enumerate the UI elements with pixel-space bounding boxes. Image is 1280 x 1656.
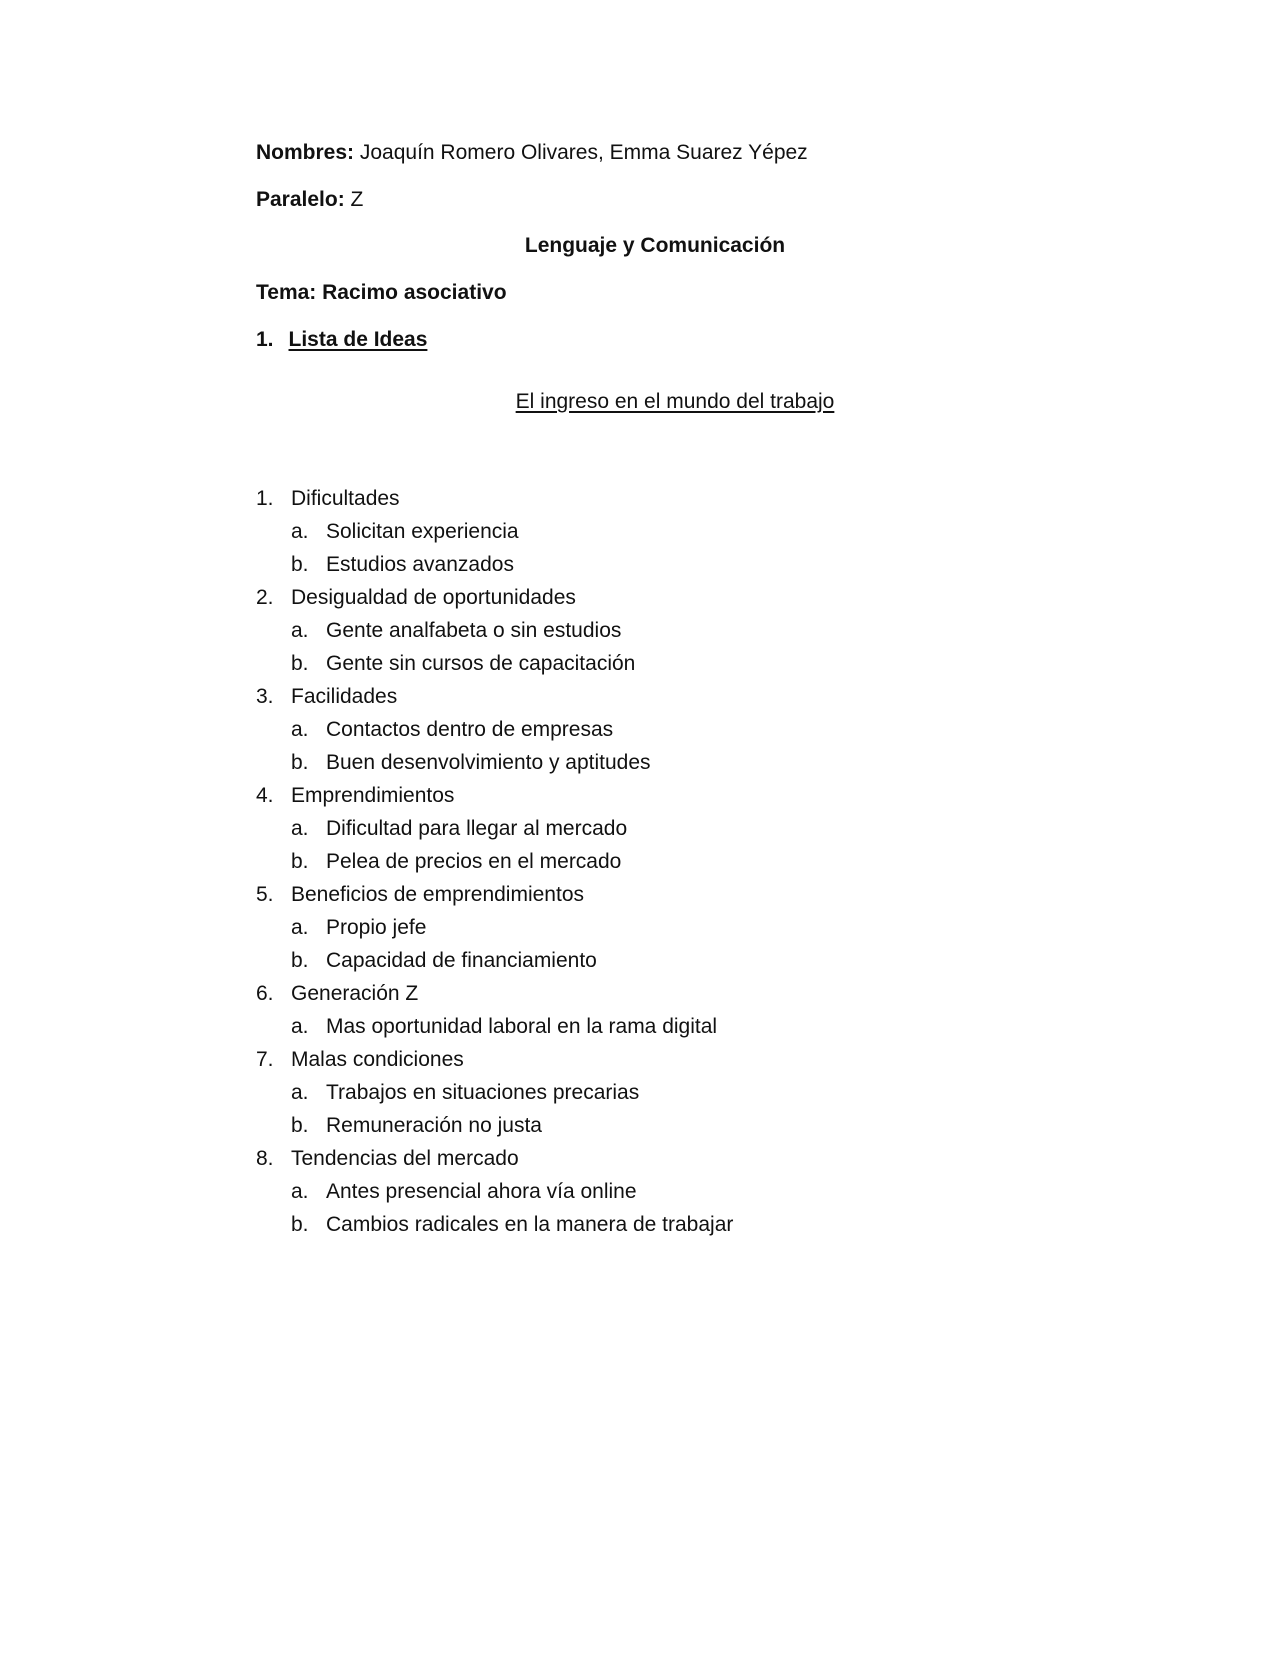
sub-list-item-text: Cambios radicales en la manera de trabajar xyxy=(326,1213,734,1236)
sub-list-item-letter: b. xyxy=(291,1114,309,1137)
sub-list-item-text: Mas oportunidad laboral en la rama digital xyxy=(326,1015,718,1038)
nombres-value: Joaquín Romero Olivares, Emma Suarez Yépez xyxy=(354,141,808,164)
list-item-number: 6. xyxy=(256,982,274,1005)
sub-list-item-letter: a. xyxy=(291,817,309,840)
list-item xyxy=(256,1043,1156,1076)
list-item-text: Emprendimientos xyxy=(291,784,455,807)
list-item xyxy=(256,1142,1156,1175)
sub-list-item-text: Antes presencial ahora vía online xyxy=(326,1180,637,1203)
sub-list-item-letter: b. xyxy=(291,949,309,972)
document-subtitle xyxy=(0,389,1280,415)
sub-list-item xyxy=(256,1109,1156,1142)
sub-list-item-text: Remuneración no justa xyxy=(326,1114,542,1137)
list-item-text: Facilidades xyxy=(291,685,398,708)
sub-list-item-letter: a. xyxy=(291,916,309,939)
sub-list-item xyxy=(256,944,1156,977)
sub-list-item xyxy=(256,1175,1156,1208)
idea-list xyxy=(256,482,1156,1241)
sub-list-item-text: Capacidad de financiamiento xyxy=(326,949,597,972)
sub-list-item-text: Pelea de precios en el mercado xyxy=(326,850,622,873)
sub-list-item-letter: b. xyxy=(291,1213,309,1236)
sub-list-item-text: Dificultad para llegar al mercado xyxy=(326,817,628,840)
list-item xyxy=(256,581,1156,614)
sub-list-item-text: Gente sin cursos de capacitación xyxy=(326,652,636,675)
sub-list-item xyxy=(256,845,1156,878)
sub-list-item-text: Solicitan experiencia xyxy=(326,520,519,543)
sub-list-item-letter: b. xyxy=(291,652,309,675)
sub-list-item-letter: a. xyxy=(291,1081,309,1104)
paralelo-label: Paralelo: xyxy=(256,188,345,211)
sub-list-item xyxy=(256,812,1156,845)
sub-list-item-letter: b. xyxy=(291,850,309,873)
sub-list-item xyxy=(256,746,1156,779)
paralelo-line xyxy=(256,187,363,213)
sub-list-item-letter: a. xyxy=(291,718,309,741)
sub-list-item xyxy=(256,614,1156,647)
list-item-text: Beneficios de emprendimientos xyxy=(291,883,584,906)
sub-list-item-letter: b. xyxy=(291,751,309,774)
sub-list-item-letter: a. xyxy=(291,520,309,543)
list-item xyxy=(256,482,1156,515)
sub-list-item xyxy=(256,1208,1156,1241)
section-title: Lista de Ideas xyxy=(288,328,428,351)
list-item xyxy=(256,779,1156,812)
paralelo-value: Z xyxy=(344,188,364,211)
list-item-number: 1. xyxy=(256,487,274,510)
sub-list-item-text: Propio jefe xyxy=(326,916,427,939)
list-item-text: Tendencias del mercado xyxy=(291,1147,519,1170)
tema-line: Tema: Racimo asociativo xyxy=(256,281,507,304)
nombres-label: Nombres: xyxy=(256,141,355,164)
list-item xyxy=(256,977,1156,1010)
list-item-text: Desigualdad de oportunidades xyxy=(291,586,576,609)
sub-list-item xyxy=(256,515,1156,548)
nombres-line xyxy=(256,140,808,166)
section-heading xyxy=(256,327,427,353)
list-item-number: 5. xyxy=(256,883,274,906)
list-item-number: 4. xyxy=(256,784,274,807)
sub-list-item-text: Buen desenvolvimiento y aptitudes xyxy=(326,751,651,774)
sub-list-item xyxy=(256,548,1156,581)
sub-list-item-text: Estudios avanzados xyxy=(326,553,514,576)
list-item-number: 7. xyxy=(256,1048,274,1071)
sub-list-item-letter: a. xyxy=(291,619,309,642)
sub-list-item-text: Trabajos en situaciones precarias xyxy=(326,1081,640,1104)
course-title: Lenguaje y Comunicación xyxy=(524,234,786,257)
sub-list-item-text: Contactos dentro de empresas xyxy=(326,718,614,741)
section-number: 1. xyxy=(256,328,274,351)
sub-list-item-letter: b. xyxy=(291,553,309,576)
sub-list-item xyxy=(256,1076,1156,1109)
sub-list-item-letter: a. xyxy=(291,1180,309,1203)
list-item xyxy=(256,680,1156,713)
list-item-number: 2. xyxy=(256,586,274,609)
sub-list-item xyxy=(256,1010,1156,1043)
sub-list-item xyxy=(256,647,1156,680)
list-item-number: 8. xyxy=(256,1147,274,1170)
subtitle-text: El ingreso en el mundo del trabajo xyxy=(515,390,835,413)
sub-list-item-text: Gente analfabeta o sin estudios xyxy=(326,619,622,642)
list-item-text: Dificultades xyxy=(291,487,400,510)
sub-list-item-letter: a. xyxy=(291,1015,309,1038)
list-item-text: Generación Z xyxy=(291,982,419,1005)
list-item-number: 3. xyxy=(256,685,274,708)
sub-list-item xyxy=(256,713,1156,746)
list-item xyxy=(256,878,1156,911)
sub-list-item xyxy=(256,911,1156,944)
list-item-text: Malas condiciones xyxy=(291,1048,464,1071)
